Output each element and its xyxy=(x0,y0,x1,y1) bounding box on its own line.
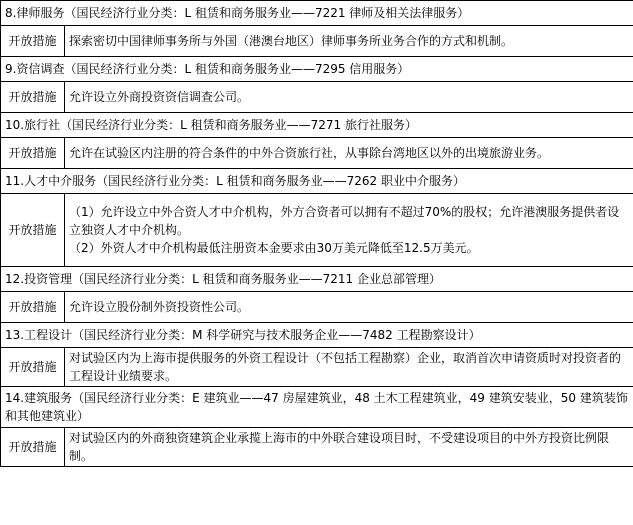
measure-content xyxy=(65,348,633,387)
measure-line: 探索密切中国律师事务所与外国（港澳台地区）律师事务所业务合作的方式和机制。 xyxy=(69,34,514,48)
measure-row xyxy=(1,138,633,169)
section-title: 8.律师服务（国民经济行业分类：L 租赁和商务服务业——7221 律师及相关法律服务） xyxy=(1,1,633,26)
measure-label: 开放措施 xyxy=(1,138,65,169)
section-header-row xyxy=(1,169,633,194)
measure-row xyxy=(1,194,633,267)
measure-content xyxy=(65,292,633,323)
section-title: 10.旅行社（国民经济行业分类：L 租赁和商务服务业——7271 旅行社服务） xyxy=(1,113,633,138)
section-header-row xyxy=(1,1,633,26)
measure-row xyxy=(1,26,633,57)
measure-row xyxy=(1,292,633,323)
measure-row xyxy=(1,428,633,467)
measure-label: 开放措施 xyxy=(1,194,65,267)
measure-line: 允许设立股份制外资投资性公司。 xyxy=(69,300,250,314)
measure-row xyxy=(1,82,633,113)
measure-label: 开放措施 xyxy=(1,26,65,57)
measure-content xyxy=(65,194,633,267)
section-header-row xyxy=(1,323,633,348)
measure-line: （2）外资人才中介机构最低注册资本金要求由30万美元降低至12.5万美元。 xyxy=(69,241,479,255)
measure-label: 开放措施 xyxy=(1,348,65,387)
section-title: 11.人才中介服务（国民经济行业分类：L 租赁和商务服务业——7262 职业中介服务） xyxy=(1,169,633,194)
measure-row xyxy=(1,348,633,387)
section-header-row xyxy=(1,267,633,292)
measure-content xyxy=(65,138,633,169)
measure-content xyxy=(65,26,633,57)
measure-label: 开放措施 xyxy=(1,82,65,113)
section-title: 14.建筑服务（国民经济行业分类：E 建筑业——47 房屋建筑业，48 土木工程建筑业，49 建筑安装业，50 建筑装饰和其他建筑业） xyxy=(1,387,633,428)
measure-line: 允许设立外商投资资信调查公司。 xyxy=(69,90,250,104)
measure-line: 允许在试验区内注册的符合条件的中外合资旅行社，从事除台湾地区以外的出境旅游业务。 xyxy=(69,146,550,160)
section-header-row xyxy=(1,57,633,82)
measure-content xyxy=(65,428,633,467)
section-title: 9.资信调查（国民经济行业分类：L 租赁和商务服务业——7295 信用服务） xyxy=(1,57,633,82)
measure-label: 开放措施 xyxy=(1,292,65,323)
measure-line: 对试验区内的外商独资建筑企业承揽上海市的中外联合建设项目时，不受建设项目的中外方投资比例限制。 xyxy=(69,431,610,463)
measure-line: （1）允许设立中外合资人才中介机构，外方合资者可以拥有不超过70%的股权；允许港澳服务提供者设立独资人才中介机构。 xyxy=(69,205,620,237)
measure-content xyxy=(65,82,633,113)
measure-label: 开放措施 xyxy=(1,428,65,467)
section-title: 13.工程设计（国民经济行业分类：M 科学研究与技术服务企业——7482 工程勘察设计） xyxy=(1,323,633,348)
section-header-row xyxy=(1,387,633,428)
section-header-row xyxy=(1,113,633,138)
measure-line: 对试验区内为上海市提供服务的外资工程设计（不包括工程勘察）企业，取消首次申请资质时对投资者的工程设计业绩要求。 xyxy=(69,351,622,383)
section-title: 12.投资管理（国民经济行业分类：L 租赁和商务服务业——7211 企业总部管理） xyxy=(1,267,633,292)
